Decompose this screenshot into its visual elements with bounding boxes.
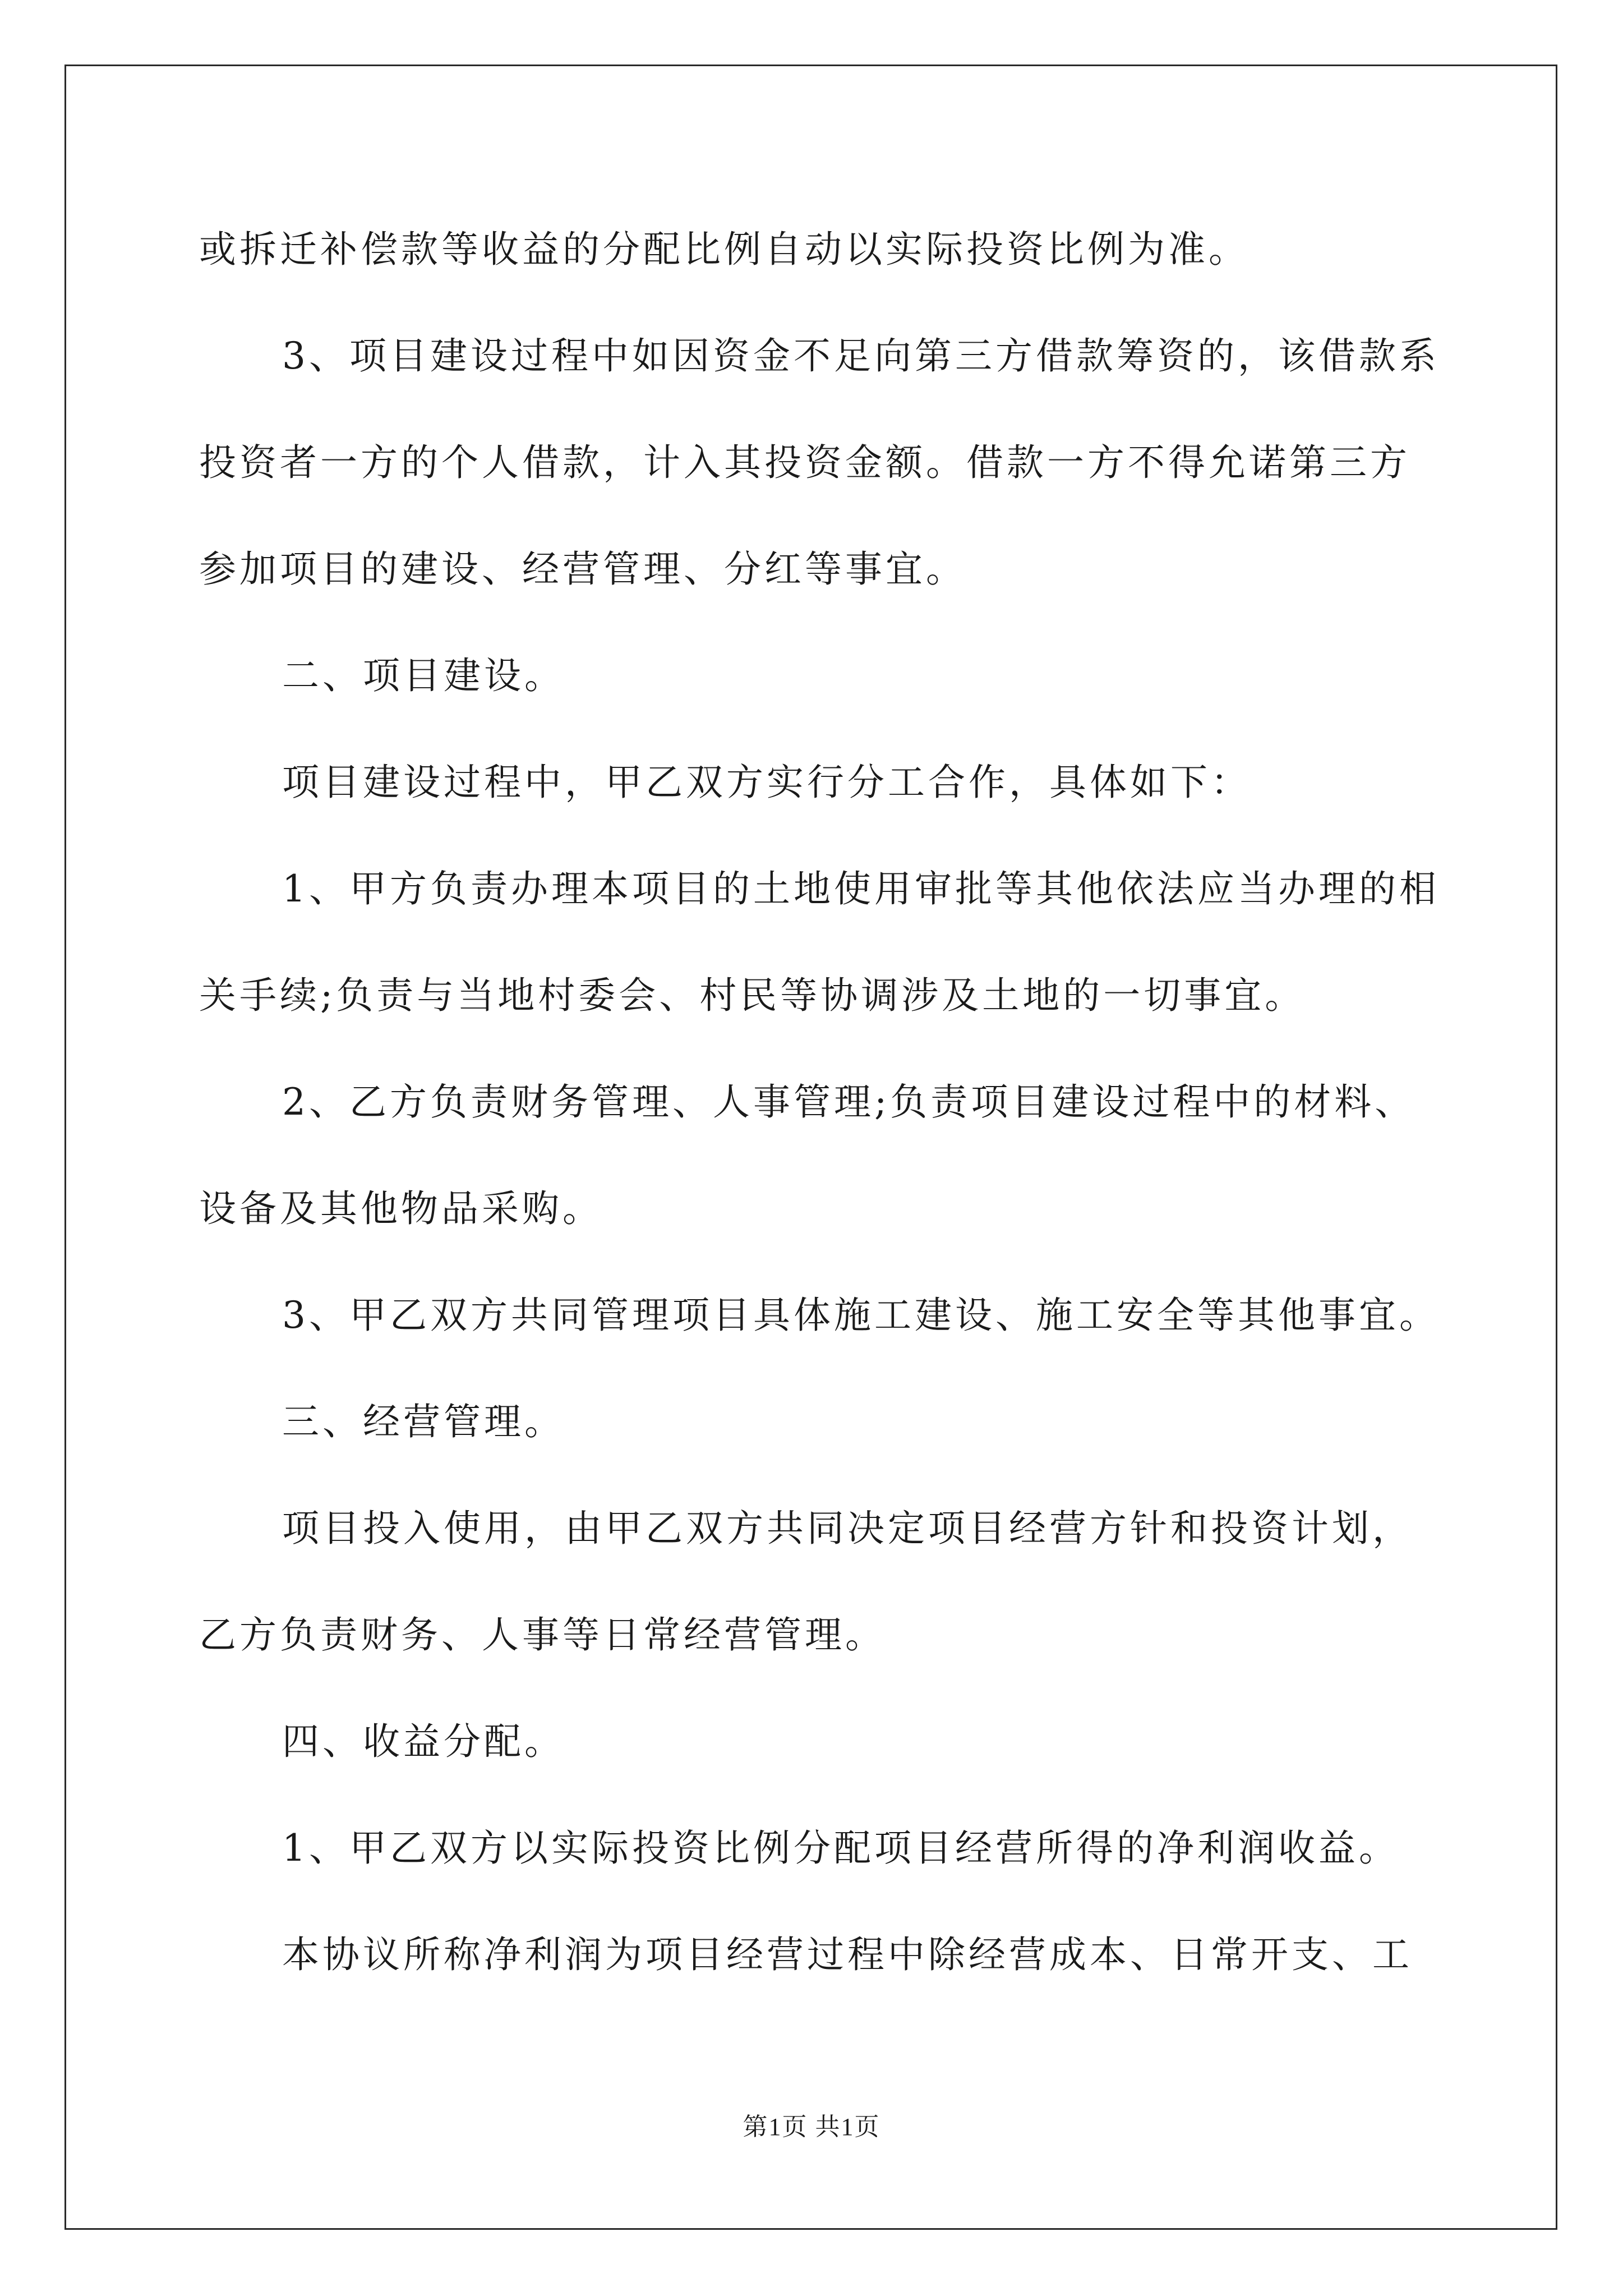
text-line-4: 参加项目的建设、经营管理、分红等事宜。 (199, 547, 966, 591)
section-heading-4: 四、收益分配。 (282, 1720, 565, 1763)
text-line-13: 项目投入使用，由甲乙双方共同决定项目经营方针和投资计划， (282, 1507, 1413, 1550)
text-line-16: 1、甲乙双方以实际投资比例分配项目经营所得的净利润收益。 (282, 1826, 1399, 1870)
text-line-2: 3、项目建设过程中如因资金不足向第三方借款筹资的，该借款系 (282, 334, 1440, 378)
text-line-17: 本协议所称净利润为项目经营过程中除经营成本、日常开支、工 (282, 1933, 1413, 1976)
text-line-6: 项目建设过程中，甲乙双方实行分工合作，具体如下： (282, 761, 1251, 804)
section-heading-3: 三、经营管理。 (282, 1400, 565, 1443)
text-line-11: 3、甲乙双方共同管理项目具体施工建设、施工安全等其他事宜。 (282, 1294, 1440, 1337)
text-line-9: 2、乙方负责财务管理、人事管理;负责项目建设过程中的材料、 (282, 1080, 1415, 1124)
text-line-10: 设备及其他物品采购。 (199, 1187, 603, 1230)
page-number-footer: 第1页 共1页 (743, 2113, 880, 2141)
section-heading-2: 二、项目建设。 (282, 654, 565, 697)
text-line-1: 或拆迁补偿款等收益的分配比例自动以实际投资比例为准。 (199, 228, 1249, 271)
text-line-14: 乙方负责财务、人事等日常经营管理。 (199, 1613, 886, 1657)
text-line-8: 关手续;负责与当地村委会、村民等协调涉及土地的一切事宜。 (199, 974, 1306, 1017)
document-body (199, 196, 1450, 2008)
text-line-7: 1、甲方负责办理本项目的土地使用审批等其他依法应当办理的相 (282, 867, 1440, 910)
text-line-3: 投资者一方的个人借款，计入其投资金额。借款一方不得允诺第三方 (199, 441, 1410, 484)
